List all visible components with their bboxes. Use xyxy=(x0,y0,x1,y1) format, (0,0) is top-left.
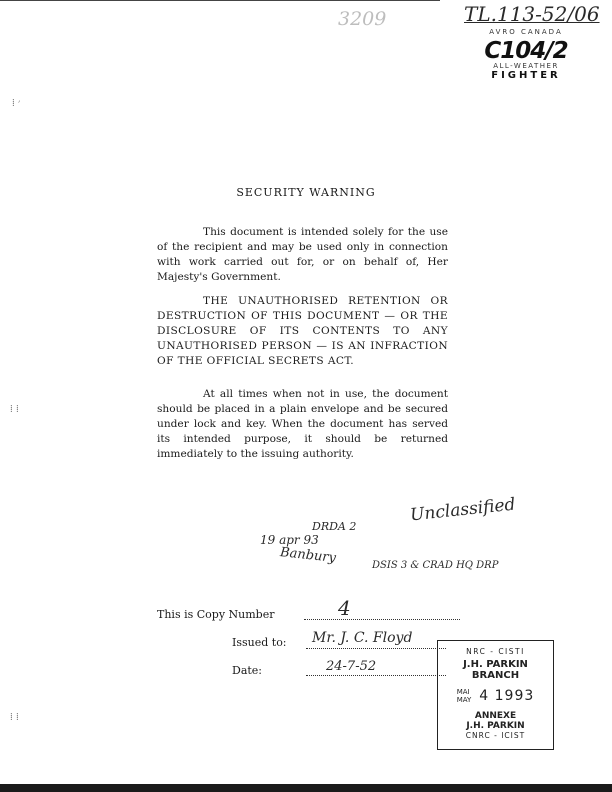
company-name: AVRO CANADA xyxy=(489,28,563,36)
issued-to-line xyxy=(306,648,446,649)
stamp-month-en: MAY xyxy=(456,696,472,704)
copy-number-line xyxy=(304,619,460,620)
issued-to-value: Mr. J. C. Floyd xyxy=(312,630,413,646)
stamp-branch: BRANCH xyxy=(471,670,520,681)
date-line xyxy=(306,675,446,676)
punch-hole-mark-top: ⁞ ׳ xyxy=(12,98,21,109)
bottom-edge-bar xyxy=(0,784,612,792)
copy-number-value: 4 xyxy=(338,596,351,620)
stamp-date: 4 1993 xyxy=(479,688,535,704)
stamp-parkin: J.H. PARKIN xyxy=(463,659,528,670)
reference-number: TL.113-52/06 xyxy=(464,2,600,26)
signature-annotation: Banbury xyxy=(279,545,337,566)
stamp-nrc-cisti: NRC - CISTI xyxy=(466,647,525,656)
paragraph-3-text: At all times when not in use, the document should be placed in a plain envelope and be secured under lock and key. When the document has served its intended purpose, it should be returned immediately to the issuing authority. xyxy=(157,388,448,460)
punch-hole-mark-middle: ⁞ ⁞ xyxy=(10,404,19,415)
stamp-date-row xyxy=(438,688,553,704)
unclassified-annotation: Unclassified xyxy=(409,494,517,526)
stamp-annexe: ANNEXE xyxy=(474,711,517,721)
library-stamp xyxy=(437,640,554,750)
aircraft-type: FIGHTER xyxy=(491,70,561,81)
stamp-cnrc-icist: CNRC - ICIST xyxy=(465,731,526,740)
warning-paragraph-2 xyxy=(157,294,448,369)
stamp-months xyxy=(457,688,472,704)
stamp-month-fr: MAI xyxy=(456,688,470,696)
document-code: C104/2 xyxy=(484,38,568,64)
avro-logo-block xyxy=(476,28,576,81)
warning-paragraph-1 xyxy=(157,225,448,285)
date-value: 24-7-52 xyxy=(326,659,377,674)
paragraph-2-text: THE UNAUTHORISED RETENTION OR DESTRUCTION OF THIS DOCUMENT — OR THE DISCLOSURE OF ITS CONTENTS TO ANY UNAUTHORISED PERSON — IS AN INFRACTION OF THE OFFICIAL SECRETS ACT. xyxy=(157,295,448,367)
issued-to-label: Issued to: xyxy=(232,636,287,649)
warning-paragraph-3 xyxy=(157,387,448,462)
header-rule xyxy=(0,0,440,1)
faint-number: 3209 xyxy=(338,8,387,30)
aircraft-subtitle: ALL-WEATHER xyxy=(493,62,559,70)
punch-hole-mark-bottom: ⁞ ⁞ xyxy=(10,712,19,723)
security-warning-title: SECURITY WARNING xyxy=(236,186,376,199)
paragraph-1-text: This document is intended solely for the use of the recipient and may be used only in connection with work carried out for, or on behalf of, Her Majesty's Government. xyxy=(157,226,448,283)
date-annotation: 19 apr 93 xyxy=(260,533,319,547)
date-label: Date: xyxy=(232,664,263,677)
dsis-annotation: DSIS 3 & CRAD HQ DRP xyxy=(372,560,499,571)
copy-number-label: This is Copy Number xyxy=(157,608,275,621)
drda-annotation: DRDA 2 xyxy=(312,520,357,533)
stamp-parkin-2: J.H. PARKIN xyxy=(466,721,525,731)
